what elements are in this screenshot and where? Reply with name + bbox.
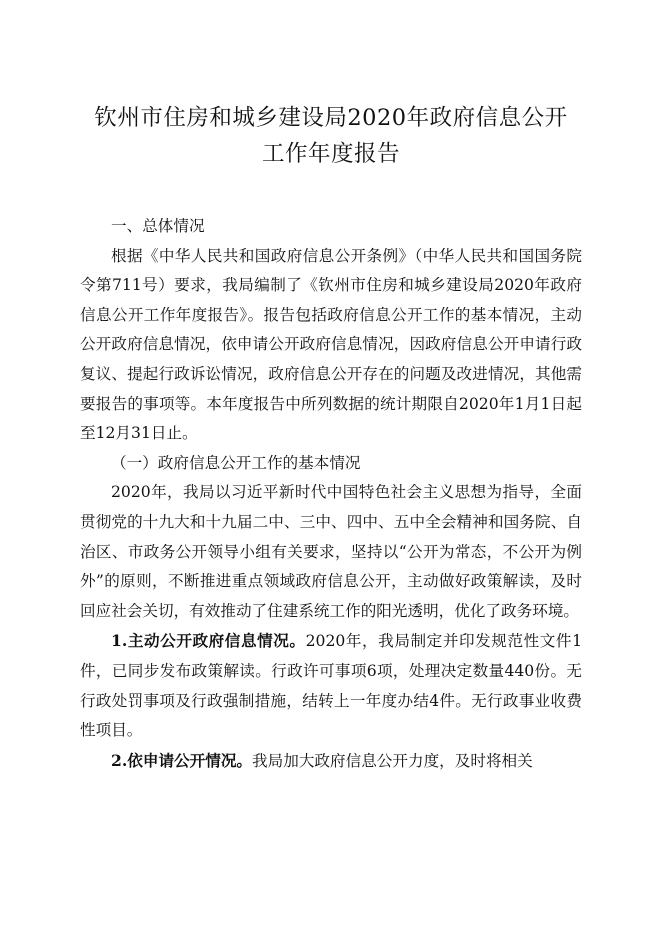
item2-text: 我局加大政府信息公开力度，及时将相关: [252, 751, 533, 770]
intro-paragraph: 根据《中华人民共和国政府信息公开条例》（中华人民共和国国务院令第711号）要求，我局编制了《钦州市住房和城乡建设局2020年政府信息公开工作年度报告》。报告包括政府信息公开工作的基本情况，主动公开政府信息情况，依申请公开政府信息情况，因政府信息公开申请行政复议、提起行政诉讼情况，政府信息公开存在的问题及改进情况，其他需要报告的事项等。本年度报告中所列数据的统计期限自2020年1月1日起至12月31日止。: [80, 246, 582, 443]
item1-text: 2020年，我局制定并印发规范性文件1件，已同步发布政策解读。行政许可事项6项，处理决定数量440份。无行政处罚事项及行政强制措施，结转上一年度办结4件。无行政事业收费性项目。: [80, 632, 583, 740]
item-proactive-disclosure: [80, 626, 582, 745]
subsection-heading-basic: （一）政府信息公开工作的基本情况: [111, 453, 361, 472]
item1-lead: 1.主动公开政府信息情况。: [111, 631, 306, 651]
title-line-2: 工作年度报告: [261, 141, 400, 167]
document-title: [80, 100, 582, 172]
document-page: [80, 100, 582, 776]
item2-lead: 2.依申请公开情况。: [111, 750, 253, 770]
title-line-1: 钦州市住房和城乡建设局2020年政府信息公开: [94, 105, 568, 131]
item-on-request-disclosure: [80, 746, 582, 777]
basic-situation-paragraph: 2020年，我局以习近平新时代中国特色社会主义思想为指导，全面贯彻党的十九大和十九届二中、三中、四中、五中全会精神和国务院、自治区、市政务公开领导小组有关要求，坚持以“公开为常态，不公开为例外”的原则，不断推进重点领域政府信息公开，主动做好政策解读，及时回应社会关切，有效推动了住建系统工作的阳光透明，优化了政务环境。: [80, 483, 582, 620]
document-body: [80, 212, 582, 776]
section-heading-overview: 一、总体情况: [111, 217, 205, 235]
